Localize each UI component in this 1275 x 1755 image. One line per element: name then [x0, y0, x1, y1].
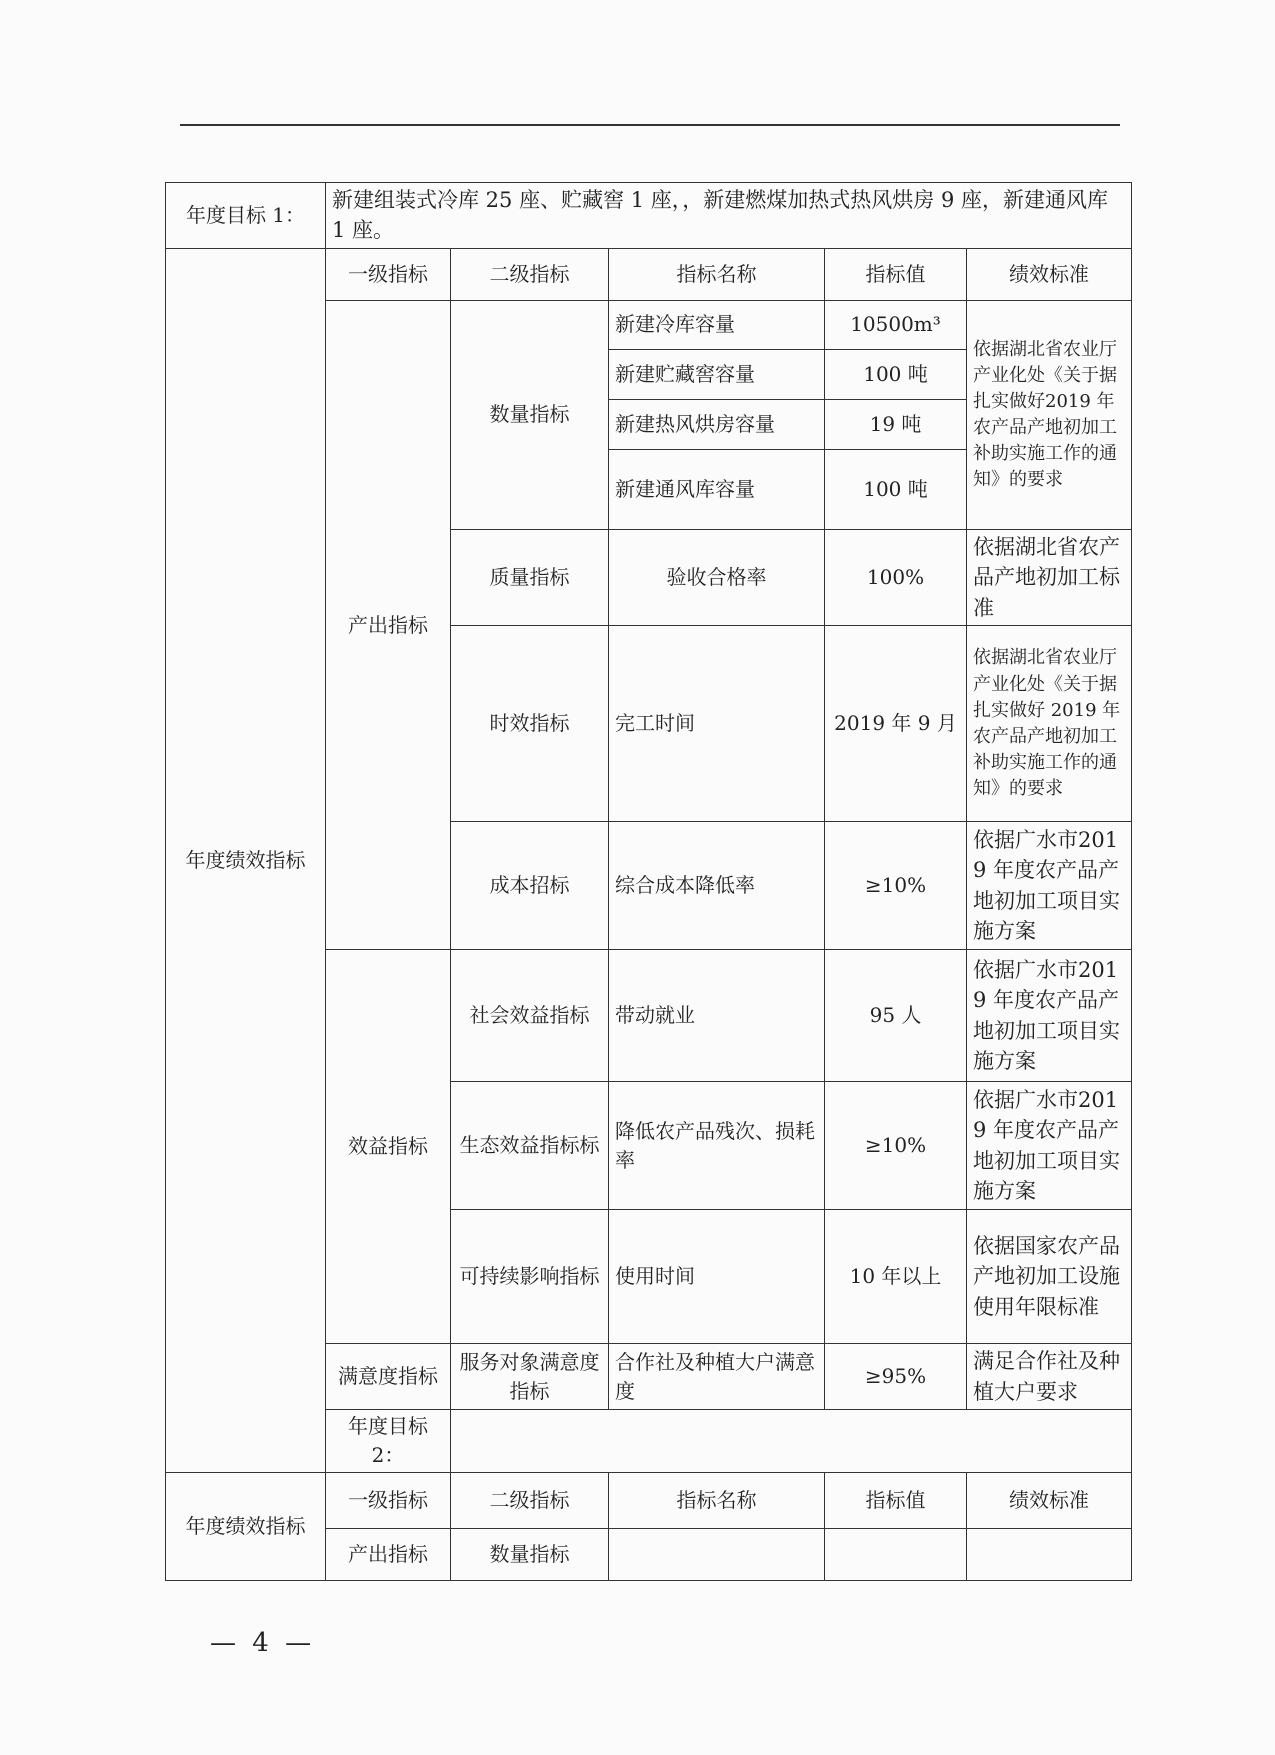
- indicator-name: 带动就业: [609, 950, 825, 1082]
- empty-cell: [609, 1529, 825, 1581]
- indicator-value: 95 人: [825, 950, 967, 1082]
- empty-cell: [825, 1529, 967, 1581]
- indicator-value: ≥95%: [825, 1344, 967, 1410]
- quality-standard: 依据湖北省农产品产地初加工标准: [967, 529, 1132, 625]
- quality-label: 质量指标: [451, 529, 609, 625]
- perf2-level1: 产出指标: [326, 1529, 451, 1581]
- indicator-name: 合作社及种植大户满意度: [609, 1344, 825, 1410]
- indicator-value: 100%: [825, 529, 967, 625]
- header-standard: 绩效标准: [967, 248, 1132, 300]
- indicator-value: 100 吨: [825, 449, 967, 529]
- header-name: 指标名称: [609, 248, 825, 300]
- timeliness-label: 时效指标: [451, 626, 609, 822]
- quantity-label: 数量指标: [451, 300, 609, 529]
- goal2-label: 年度目标 2：: [326, 1410, 451, 1473]
- indicator-name: 验收合格率: [609, 529, 825, 625]
- satisfaction-level1: 满意度指标: [326, 1344, 451, 1410]
- quantity-standard: 依据湖北省农业厅产业化处《关于据扎实做好2019 年农产品产地初加工补助实施工作的通知》的要求: [967, 300, 1132, 529]
- header-level2: 二级指标: [451, 248, 609, 300]
- header-value: 指标值: [825, 1473, 967, 1529]
- perf-label: 年度绩效指标: [166, 248, 326, 1472]
- performance-table: [165, 182, 1132, 1581]
- social-standard: 依据广水市2019 年度农产品产地初加工项目实施方案: [967, 950, 1132, 1082]
- output-level1: 产出指标: [326, 300, 451, 949]
- header-level1: 一级指标: [326, 1473, 451, 1529]
- indicator-name: 新建贮藏窖容量: [609, 349, 825, 399]
- timeliness-standard: 依据湖北省农业厅产业化处《关于据扎实做好 2019 年农产品产地初加工补助实施工作的通知》的要求: [967, 626, 1132, 822]
- header-row-2: [166, 1473, 1132, 1529]
- header-name: 指标名称: [609, 1473, 825, 1529]
- header-value: 指标值: [825, 248, 967, 300]
- goal1-label: 年度目标 1：: [166, 183, 326, 249]
- social-label: 社会效益指标: [451, 950, 609, 1082]
- indicator-name: 降低农产品残次、损耗率: [609, 1082, 825, 1210]
- indicator-value: 100 吨: [825, 349, 967, 399]
- satisfaction-label: 服务对象满意度指标: [451, 1344, 609, 1410]
- header-level2: 二级指标: [451, 1473, 609, 1529]
- indicator-value: ≥10%: [825, 822, 967, 950]
- ecological-standard: 依据广水市2019 年度农产品产地初加工项目实施方案: [967, 1082, 1132, 1210]
- perf2-label: 年度绩效指标: [166, 1473, 326, 1581]
- header-row: [166, 248, 1132, 300]
- cost-label: 成本招标: [451, 822, 609, 950]
- goal1-text: 新建组装式冷库 25 座、贮藏窖 1 座，，新建燃煤加热式热风烘房 9 座，新建通风库 1 座。: [326, 183, 1132, 249]
- page-number: — 4 —: [210, 1628, 316, 1658]
- header-standard: 绩效标准: [967, 1473, 1132, 1529]
- indicator-value: 10 年以上: [825, 1210, 967, 1344]
- goal2-text: [451, 1410, 1132, 1473]
- indicator-value: 2019 年 9 月: [825, 626, 967, 822]
- sustain-standard: 依据国家农产品产地初加工设施使用年限标准: [967, 1210, 1132, 1344]
- header-rule: [180, 124, 1120, 126]
- satisfaction-standard: 满足合作社及种植大户要求: [967, 1344, 1132, 1410]
- empty-cell: [967, 1529, 1132, 1581]
- cost-standard: 依据广水市2019 年度农产品产地初加工项目实施方案: [967, 822, 1132, 950]
- indicator-value: 10500m³: [825, 300, 967, 349]
- indicator-name: 使用时间: [609, 1210, 825, 1344]
- indicator-name: 完工时间: [609, 626, 825, 822]
- benefit-level1: 效益指标: [326, 950, 451, 1344]
- indicator-name: 新建热风烘房容量: [609, 399, 825, 449]
- goal1-row: [166, 183, 1132, 249]
- indicator-value: ≥10%: [825, 1082, 967, 1210]
- indicator-value: 19 吨: [825, 399, 967, 449]
- indicator-name: 新建通风库容量: [609, 449, 825, 529]
- header-level1: 一级指标: [326, 248, 451, 300]
- indicator-name: 新建冷库容量: [609, 300, 825, 349]
- indicator-name: 综合成本降低率: [609, 822, 825, 950]
- sustain-label: 可持续影响指标: [451, 1210, 609, 1344]
- ecological-label: 生态效益指标标: [451, 1082, 609, 1210]
- perf2-level2: 数量指标: [451, 1529, 609, 1581]
